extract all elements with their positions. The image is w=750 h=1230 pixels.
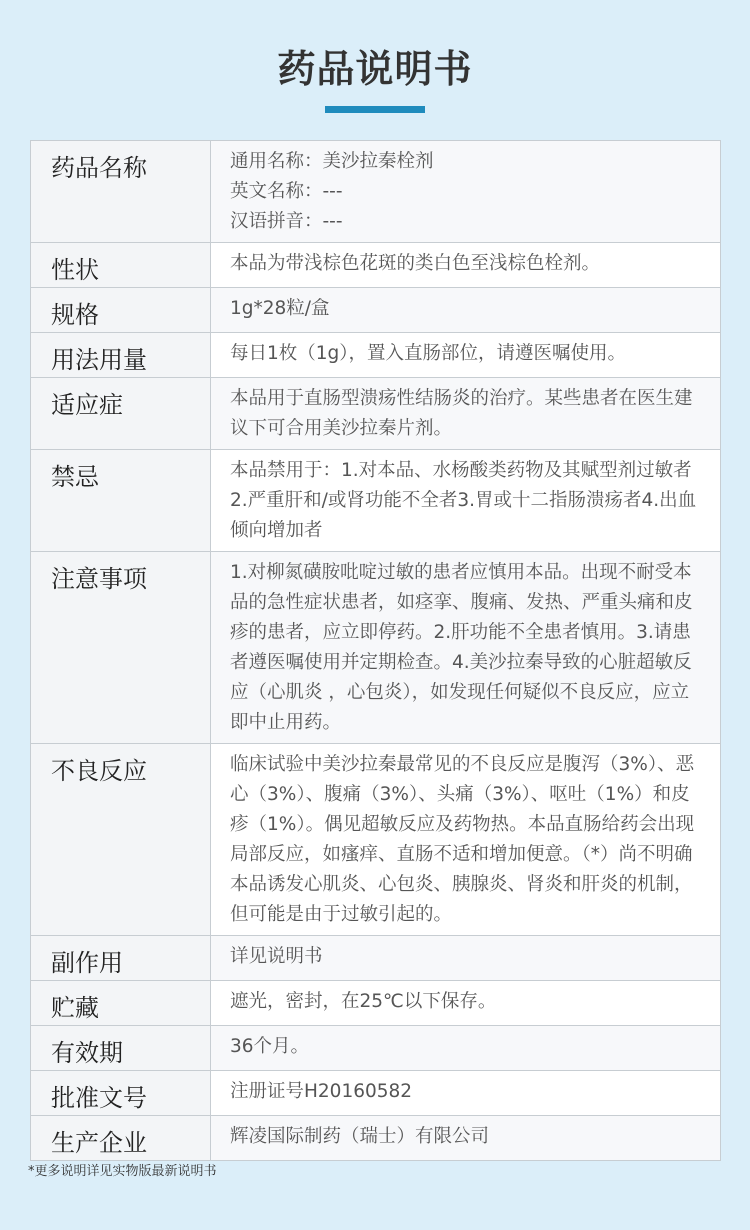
row-label: 生产企业 xyxy=(31,1116,211,1161)
row-value: 辉凌国际制药（瑞士）有限公司 xyxy=(211,1116,721,1161)
english-name: 英文名称：--- xyxy=(230,181,343,202)
table-row xyxy=(31,288,721,333)
row-value: 临床试验中美沙拉秦最常见的不良反应是腹泻（3%）、恶心（3%）、腹痛（3%）、头痛（3%）、呕吐（1%）和皮疹（1%）。偶见超敏反应及药物热。本品直肠给药会出现局部反应，如瘙痒、直肠不适和增加便意。（*）尚不明确本品诱发心肌炎、心包炎、胰腺炎、肾炎和肝炎的机制，但可能是由于过敏引起的。 xyxy=(211,744,721,936)
page-title: 药品说明书 xyxy=(277,47,473,91)
table-row xyxy=(31,243,721,288)
row-value: 详见说明书 xyxy=(211,936,721,981)
row-value: 36个月。 xyxy=(211,1026,721,1071)
row-label: 适应症 xyxy=(31,378,211,450)
table-row xyxy=(31,1026,721,1071)
row-value: 每日1枚（1g），置入直肠部位，请遵医嘱使用。 xyxy=(211,333,721,378)
table-row xyxy=(31,141,721,243)
table-row xyxy=(31,552,721,744)
row-label: 药品名称 xyxy=(31,141,211,243)
row-label: 用法用量 xyxy=(31,333,211,378)
title-underline xyxy=(325,106,425,113)
table-row xyxy=(31,1071,721,1116)
table-row xyxy=(31,981,721,1026)
row-label: 贮藏 xyxy=(31,981,211,1026)
row-label: 禁忌 xyxy=(31,450,211,552)
row-value: 1g*28粒/盒 xyxy=(211,288,721,333)
row-label: 不良反应 xyxy=(31,744,211,936)
table-row xyxy=(31,1116,721,1161)
row-label: 副作用 xyxy=(31,936,211,981)
drug-info-table xyxy=(30,140,721,1161)
row-label: 注意事项 xyxy=(31,552,211,744)
row-label: 规格 xyxy=(31,288,211,333)
row-label: 性状 xyxy=(31,243,211,288)
row-value: 遮光，密封，在25℃以下保存。 xyxy=(211,981,721,1026)
table-row xyxy=(31,936,721,981)
table-row xyxy=(31,744,721,936)
generic-name: 通用名称：美沙拉秦栓剂 xyxy=(230,151,434,172)
row-label: 批准文号 xyxy=(31,1071,211,1116)
row-value: 1.对柳氮磺胺吡啶过敏的患者应慎用本品。出现不耐受本品的急性症状患者，如痉挛、腹痛、发热、严重头痛和皮疹的患者，应立即停药。2.肝功能不全患者慎用。3.请患者遵医嘱使用并定期检查。4.美沙拉秦导致的心脏超敏反应（心肌炎 ，心包炎），如发现任何疑似不良反应，应立即中止用药。 xyxy=(211,552,721,744)
footnote: *更多说明详见实物版最新说明书 xyxy=(28,1164,217,1179)
row-value: 注册证号H20160582 xyxy=(211,1071,721,1116)
row-label: 有效期 xyxy=(31,1026,211,1071)
table-row xyxy=(31,450,721,552)
row-value: 本品为带浅棕色花斑的类白色至浅棕色栓剂。 xyxy=(211,243,721,288)
row-value xyxy=(211,141,721,243)
row-value: 本品用于直肠型溃疡性结肠炎的治疗。某些患者在医生建议下可合用美沙拉秦片剂。 xyxy=(211,378,721,450)
row-value: 本品禁用于：1.对本品、水杨酸类药物及其赋型剂过敏者2.严重肝和/或肾功能不全者3.胃或十二指肠溃疡者4.出血倾向增加者 xyxy=(211,450,721,552)
pinyin-name: 汉语拼音：--- xyxy=(230,211,343,232)
table-row xyxy=(31,378,721,450)
table-row xyxy=(31,333,721,378)
